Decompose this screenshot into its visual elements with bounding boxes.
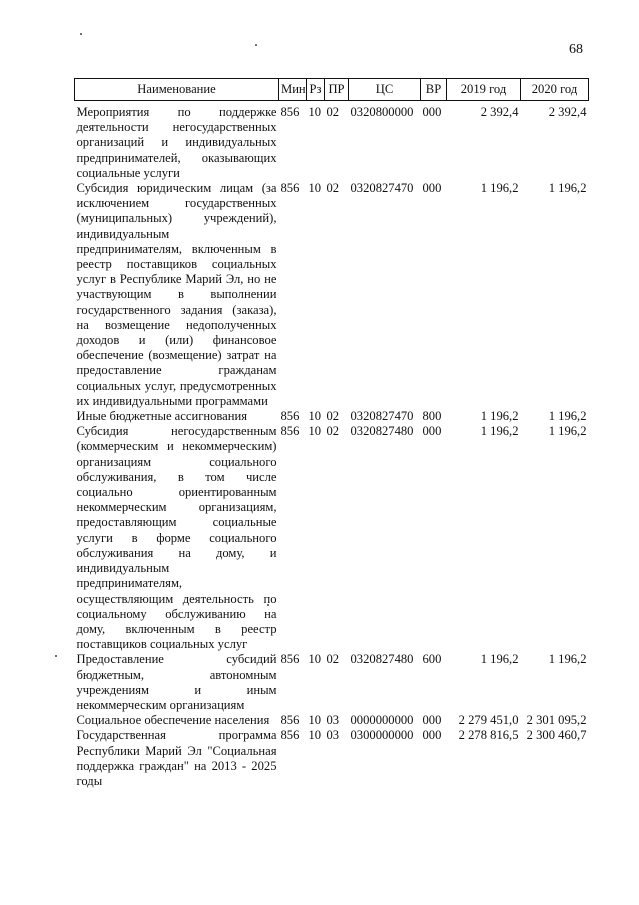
scan-speck: [80, 33, 82, 35]
row-2019: 1 196,2: [480, 424, 519, 439]
row-rz: 10: [308, 105, 322, 119]
row-2020: 2 300 460,7: [526, 728, 587, 743]
row-cs: 0000000000: [350, 713, 414, 728]
row-pr: 02: [326, 409, 340, 424]
row-pr: 02: [326, 652, 340, 667]
row-name: Социальное обеспечение населения: [76, 713, 270, 728]
row-2019: 1 196,2: [480, 652, 519, 667]
row-2020: 1 196,2: [548, 652, 587, 667]
scan-speck: [255, 44, 257, 46]
row-vr: 800: [422, 409, 442, 424]
header-cs: ЦС: [349, 79, 421, 101]
row-min: 856: [280, 181, 300, 196]
row-min: 856: [280, 424, 300, 439]
table-row: [75, 181, 589, 409]
row-name: Субсидия юридическим лицам (за исключением государственных (муниципальных) учреждений), индивидуальным предпринимателям, включенным в реестр поставщиков социальных услуг в Республике Марий Эл, но не участвующим в выполнении государственного задания (заказа), на возмещение недополученных доходов и (или) финансовое обеспечение (возмещение) затрат на предоставление гражданам социальных услуг, предусмотренных их индивидуальными программами: [76, 181, 277, 408]
row-name: Иные бюджетные ассигнования: [76, 409, 248, 424]
row-vr: 000: [422, 105, 442, 119]
row-2019: 2 279 451,0: [458, 713, 519, 728]
row-name: Мероприятия по поддержке деятельности негосударственных организаций и индивидуальных предпринимателей, оказывающих социальные услуги: [76, 105, 277, 180]
row-cs: 0320827470: [350, 409, 414, 424]
header-2020: 2020 год: [521, 79, 589, 101]
table-row: [75, 713, 589, 728]
row-rz: 10: [308, 652, 322, 667]
row-2019: 2 392,4: [480, 105, 519, 119]
row-pr: 02: [326, 181, 340, 196]
row-min: 856: [280, 728, 300, 743]
row-pr: 02: [326, 424, 340, 439]
row-vr: 000: [422, 424, 442, 439]
row-cs: 0320827480: [350, 424, 414, 439]
row-min: 856: [280, 409, 300, 424]
header-2019: 2019 год: [447, 79, 521, 101]
table-row: [75, 409, 589, 424]
row-name: Государственная программа Республики Марий Эл "Социальная поддержка граждан" на 2013 - 2025 годы: [76, 728, 277, 788]
header-vr: ВР: [421, 79, 447, 101]
row-cs: 0320827470: [350, 181, 414, 196]
header-pr: ПР: [325, 79, 349, 101]
header-rz: Рз: [307, 79, 325, 101]
row-2019: 1 196,2: [480, 409, 519, 424]
row-rz: 10: [308, 409, 322, 424]
row-vr: 000: [422, 713, 442, 728]
table-header-row: [75, 79, 589, 101]
row-rz: 10: [308, 728, 322, 743]
row-cs: 0300000000: [350, 728, 414, 743]
row-2020: 1 196,2: [548, 181, 587, 196]
row-pr: 03: [326, 728, 340, 743]
row-min: 856: [280, 652, 300, 667]
row-cs: 0320827480: [350, 652, 414, 667]
header-min: Мин: [279, 79, 307, 101]
row-2019: 1 196,2: [480, 181, 519, 196]
row-name: Предоставление субсидий бюджетным, автономным учреждениям и иным некоммерческим организациям: [76, 652, 277, 712]
table-row: [75, 424, 589, 652]
row-2019: 2 278 816,5: [458, 728, 519, 743]
row-2020: 2 392,4: [548, 105, 587, 119]
row-vr: 600: [422, 652, 442, 667]
row-2020: 1 196,2: [548, 424, 587, 439]
row-2020: 1 196,2: [548, 409, 587, 424]
row-cs: 0320800000: [350, 105, 414, 119]
row-min: 856: [280, 713, 300, 728]
row-pr: 03: [326, 713, 340, 728]
row-pr: 02: [326, 105, 340, 119]
header-name: Наименование: [75, 79, 279, 101]
row-2020: 2 301 095,2: [526, 713, 587, 728]
row-vr: 000: [422, 728, 442, 743]
budget-table: [74, 78, 589, 789]
table-row: [75, 105, 589, 181]
scan-speck: [55, 655, 57, 657]
table-row: [75, 652, 589, 713]
page-number: 68: [569, 42, 583, 57]
row-rz: 10: [308, 424, 322, 439]
row-min: 856: [280, 105, 300, 119]
row-rz: 10: [308, 713, 322, 728]
row-vr: 000: [422, 181, 442, 196]
table-row: [75, 728, 589, 789]
row-name: Субсидия негосударственным (коммерческим и некоммерческим) организациям социального обслуживания, в том числе социально ориентированным некоммерческим организациям, предоставляющим социальные услуги в форме социального обслуживания на дому, и индивидуальным предпринимателям, осуществляющим деятельность по социальному обслуживанию на дому, включенным в реестр поставщиков социальных услуг: [76, 424, 277, 652]
row-rz: 10: [308, 181, 322, 196]
